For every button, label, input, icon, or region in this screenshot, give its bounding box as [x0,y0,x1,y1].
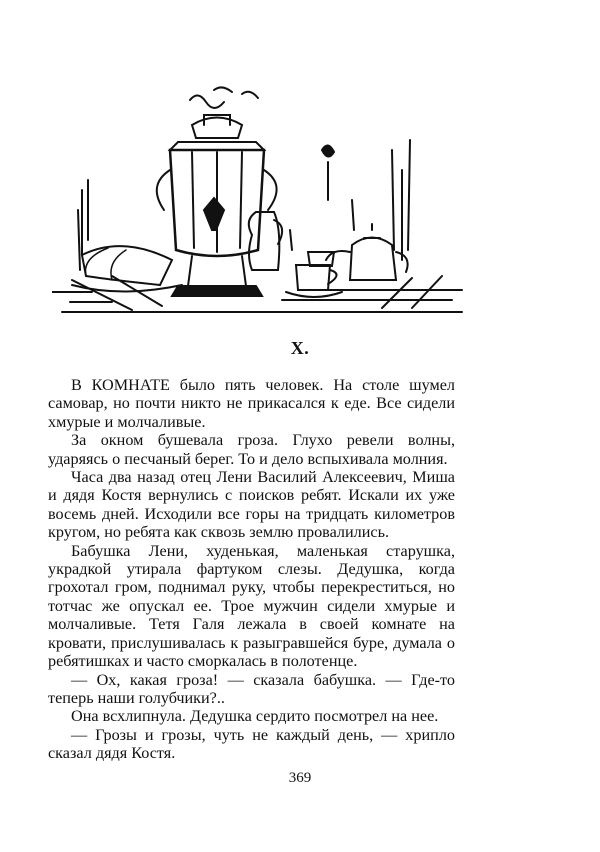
page-number: 369 [288,770,312,786]
chapter-heading: X. [290,338,310,358]
paragraph: Часа два назад отец Лени Василий Алексеевич, Миша и дядя Костя вернулись с поисков ребят. Искали их уже восемь дней. Исходили все горы на тридцать километров кругом, но ребята как сквозь землю провалились. [48,468,455,542]
paragraph: Бабушка Лени, худенькая, маленькая старушка, украдкой утирала фартуком слезы. Дедушка, когда грохотал гром, поднимал руку, чтобы перекреститься, но тотчас же опускал ее. Трое мужчин сидели хмурые и молчаливые. Тетя Галя лежала в своей комнате на кровати, прислушивалась к разыгравшейся буре, думала о ребятишках и часто сморкалась в полотенце. [48,541,455,671]
paragraph: Она всхлипнула. Дедушка сердито посмотрел на нее. [71,707,439,726]
samovar-illustration [52,80,472,325]
paragraph: — Грозы и грозы, чуть не каждый день, — хрипло сказал дядя Костя. [48,725,455,763]
paragraph: — Ох, какая гроза! — сказала бабушка. — Где-то теперь наши голубчики?.. [48,670,455,707]
paragraph: В КОМНАТЕ было пять человек. На столе шумел самовар, но почти никто не прикасался к еде. Все сидели хмурые и молчаливые. [48,376,455,431]
body-text [48,376,455,763]
paragraph: За окном бушевала гроза. Глухо ревели волны, ударяясь о песчаный берег. То и дело вспыхивала молния. [48,431,455,468]
